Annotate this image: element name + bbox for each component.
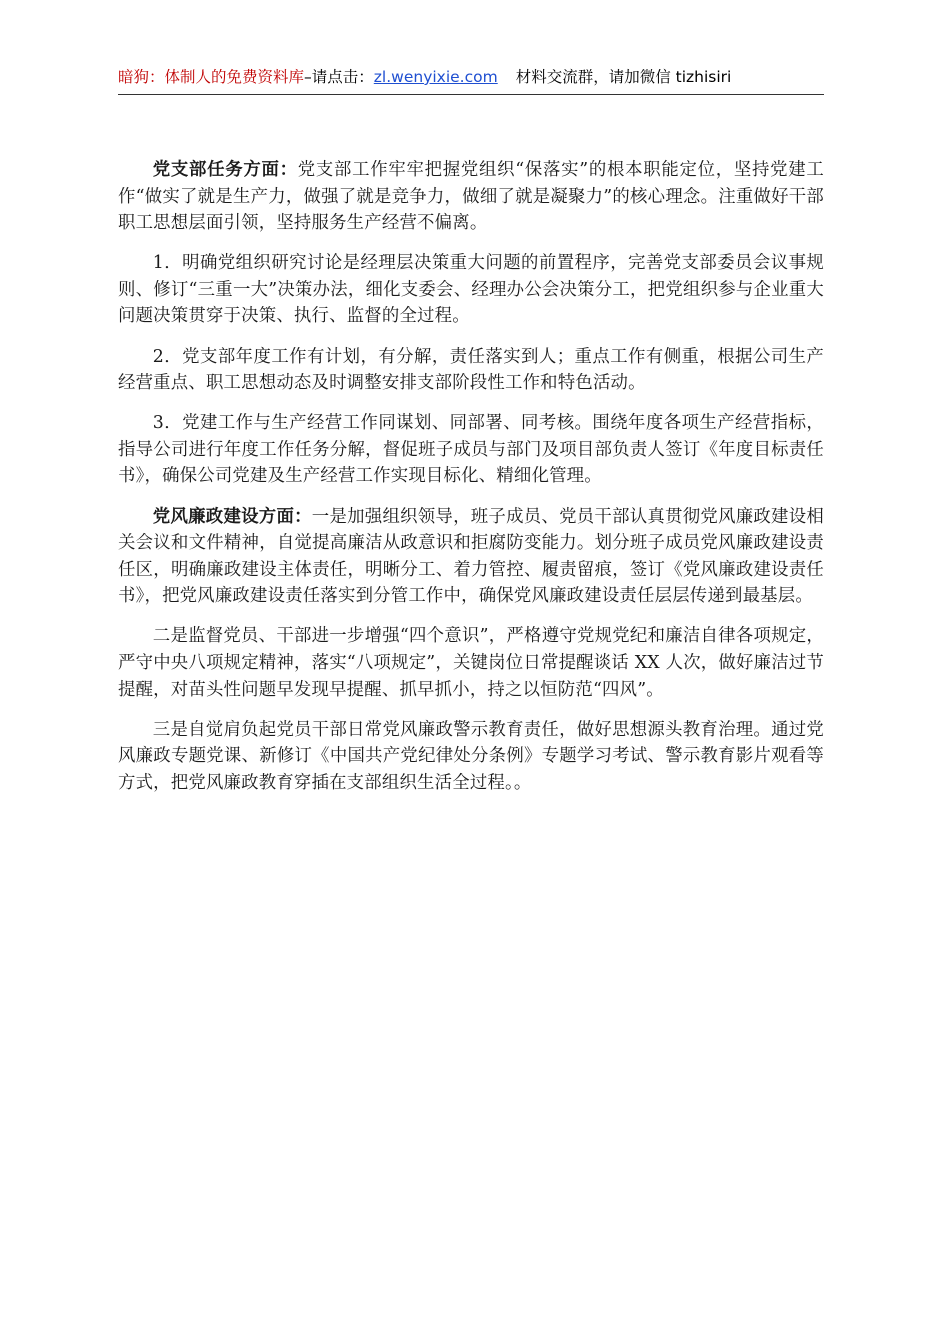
paragraph-item-2 xyxy=(118,344,824,397)
paragraph-integrity-building xyxy=(118,504,824,610)
paragraph-text: 党支部工作牢牢把握党组织“保落实”的根本职能定位，坚持党建工作“做实了就是生产力，做强了就是竞争力，做细了就是凝聚力”的核心理念。注重做好干部职工思想层面引领，坚持服务生产经营不偏离。 xyxy=(118,160,824,234)
header-link[interactable]: zl.wenyixie.com xyxy=(373,68,498,86)
header-prompt: –请点击： xyxy=(304,68,374,86)
paragraph-text: 2．党支部年度工作有计划，有分解，责任落实到人；重点工作有侧重，根据公司生产经营重点、职工思想动态及时调整安排支部阶段性工作和特色活动。 xyxy=(118,346,824,394)
paragraph-text: 1．明确党组织研究讨论是经理层决策重大问题的前置程序，完善党支部委员会议事规则、修订“三重一大”决策办法，细化支委会、经理办公会决策分工，把党组织参与企业重大问题决策贯穿于决策、执行、监督的全过程。 xyxy=(118,253,824,327)
paragraph-text: 三是自觉肩负起党员干部日常党风廉政警示教育责任，做好思想源头教育治理。通过党风廉政专题党课、新修订《中国共产党纪律处分条例》专题学习考试、警示教育影片观看等方式，把党风廉政教育穿插在支部组织生活全过程。。 xyxy=(118,719,824,793)
paragraph-text: 3．党建工作与生产经营工作同谋划、同部署、同考核。围绕年度各项生产经营指标，指导公司进行年度工作任务分解，督促班子成员与部门及项目部负责人签订《年度目标责任书》，确保公司党建及生产经营工作实现目标化、精细化管理。 xyxy=(118,413,824,487)
header-contact: 材料交流群，请加微信 tizhisiri xyxy=(515,68,732,86)
paragraph-item-1 xyxy=(118,250,824,330)
document-body xyxy=(118,157,824,810)
paragraph-warning-education xyxy=(118,717,824,797)
paragraph-text: 一是加强组织领导，班子成员、党员干部认真贯彻党风廉政建设相关会议和文件精神，自觉提高廉洁从政意识和拒腐防变能力。划分班子成员党风廉政建设责任区，明确廉政建设主体责任，明晰分工、着力管控、履责留痕，签订《党风廉政建设责任书》，把党风廉政建设责任落实到分管工作中，确保党风廉政建设责任层层传递到最基层。 xyxy=(118,506,824,607)
paragraph-supervision xyxy=(118,623,824,703)
paragraph-lead: 党风廉政建设方面： xyxy=(152,506,312,527)
paragraph-party-branch-tasks xyxy=(118,157,824,237)
paragraph-text: 二是监督党员、干部进一步增强“四个意识”，严格遵守党规党纪和廉洁自律各项规定，严守中央八项规定精神，落实“八项规定”，关键岗位日常提醒谈话 XX 人次，做好廉洁过节提醒，对苗头性问题早发现早提醒、抓早抓小，持之以恒防范“四风”。 xyxy=(118,626,824,700)
header-brand: 暗狗：体制人的免费资料库 xyxy=(118,68,305,86)
page-header xyxy=(118,66,824,95)
paragraph-item-3 xyxy=(118,410,824,490)
paragraph-lead: 党支部任务方面： xyxy=(152,160,298,180)
